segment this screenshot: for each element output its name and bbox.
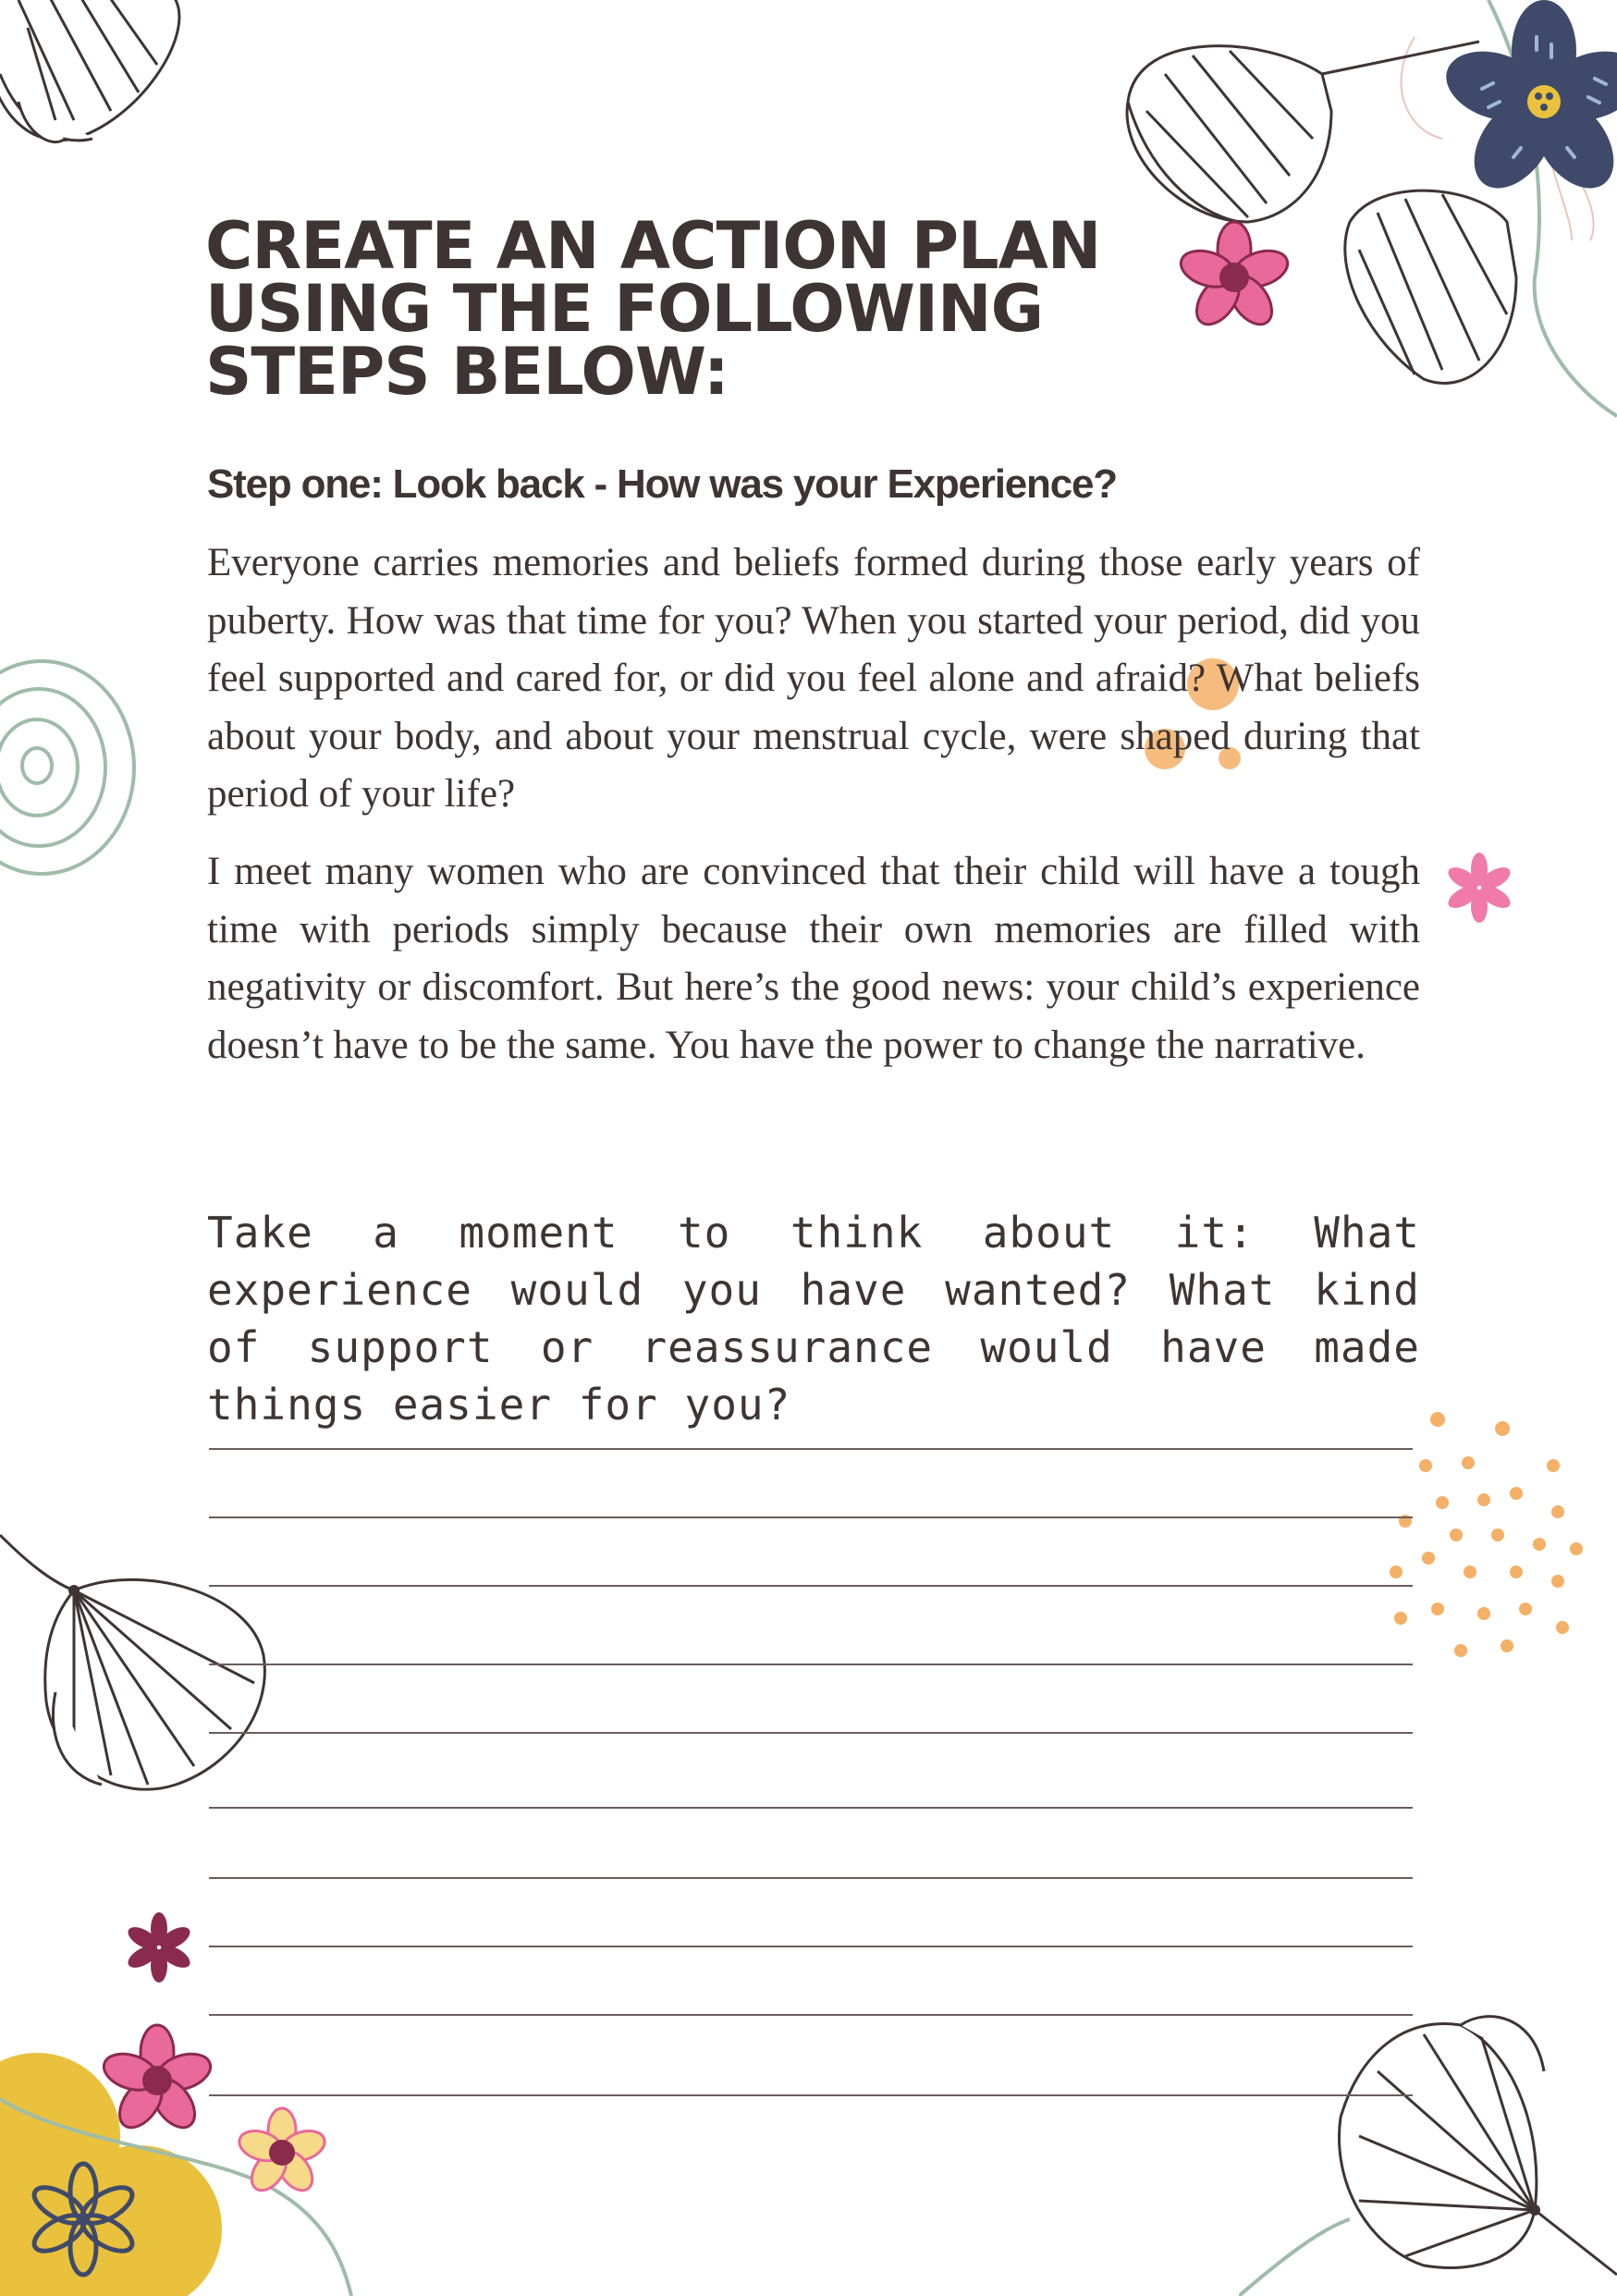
dot-cluster-icon <box>1368 1396 1590 1674</box>
pink-flower-icon <box>122 1910 196 1984</box>
line-art-flower-icon <box>1239 1997 1617 2296</box>
swirl-circles-icon <box>0 647 157 897</box>
writing-line[interactable] <box>209 1585 1413 1587</box>
step-heading: Step one: Look back - How was your Experience? <box>207 461 1117 507</box>
title-line-3: STEPS BELOW: <box>205 334 729 410</box>
line-art-flower-icon <box>0 0 222 166</box>
pink-flower-icon <box>1442 851 1516 925</box>
writing-line[interactable] <box>209 2014 1413 2016</box>
title-line-1: CREATE AN ACTION PLAN <box>205 208 1101 284</box>
line-art-flower-icon <box>1109 0 1617 425</box>
page-title <box>205 208 1148 410</box>
yellow-flower-icon <box>0 2007 388 2296</box>
reflection-prompt: Take a moment to think about it: What experience would you have wanted? What kind of support or reassurance would have made things easier for you? <box>207 1208 1420 1430</box>
writing-line[interactable] <box>209 1516 1413 1518</box>
writing-line[interactable] <box>209 1877 1413 1879</box>
writing-line[interactable] <box>209 2094 1413 2096</box>
writing-line[interactable] <box>209 1807 1413 1809</box>
body-paragraph-2: I meet many women who are convinced that their child will have a tough time with periods simply because their own memories are filled with negativity or discomfort. But here’s the good news: your child’s experience doesn’t have to be the same. You have the power to change the narrative. <box>207 850 1420 1067</box>
body-paragraph-1: Everyone carries memories and beliefs formed during those early years of puberty. How was that time for you? When you started your period, did you feel supported and cared for, or did you feel alone and afraid? What beliefs about your body, and about your menstrual cycle, were shaped during that period of your life? <box>207 541 1420 816</box>
writing-line[interactable] <box>209 1664 1413 1665</box>
title-line-2: USING THE FOLLOWING <box>205 271 1044 347</box>
writing-line[interactable] <box>209 1732 1413 1734</box>
writing-line[interactable] <box>209 1448 1413 1450</box>
writing-line[interactable] <box>209 1946 1413 1947</box>
